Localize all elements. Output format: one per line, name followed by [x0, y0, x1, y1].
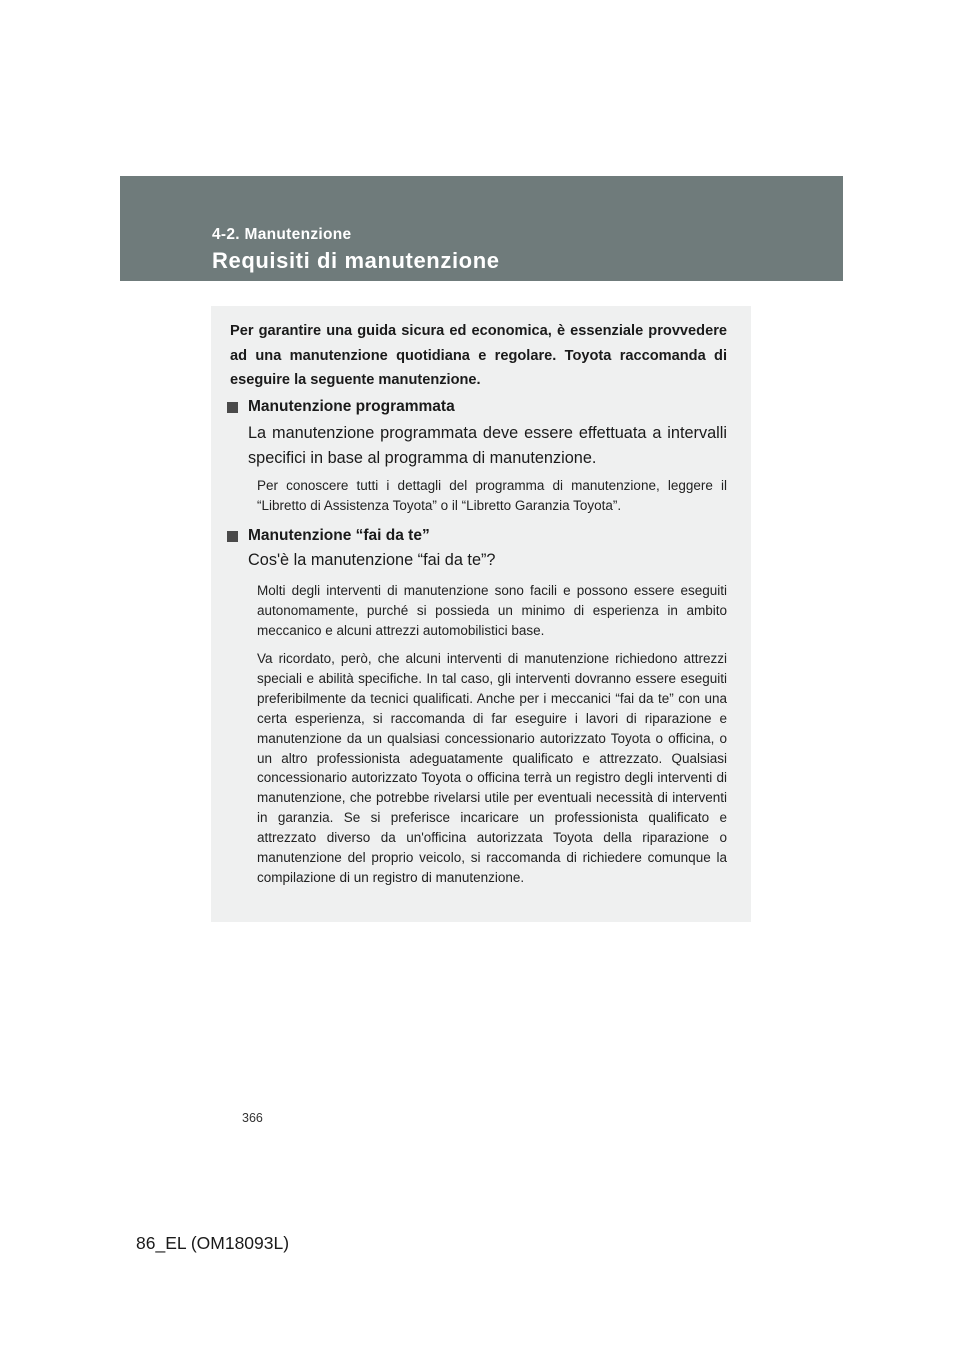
section-heading-text: Manutenzione “fai da te”	[248, 527, 430, 544]
intro-paragraph: Per garantire una guida sicura ed economica, è essenziale provvedere ad una manutenzione quotidiana e regolare. Toyota raccomanda di eseguire la seguente manutenzione.	[230, 323, 727, 388]
section-heading-fai-da-te	[227, 527, 430, 545]
section-note: Per conoscere tutti i dettagli del programma di manutenzione, leggere il “Libretto di Assistenza Toyota” o il “Libretto Garanzia Toyota”.	[257, 478, 727, 513]
section-heading-programmata	[227, 398, 455, 416]
section-heading-text: Manutenzione programmata	[248, 398, 455, 415]
section-lead: Cos'è la manutenzione “fai da te”?	[248, 551, 496, 569]
section-lead: La manutenzione programmata deve essere effettuata a intervalli specifici in base al programma di manutenzione.	[248, 424, 727, 467]
section-label: 4-2. Manutenzione	[212, 226, 352, 243]
square-bullet-icon	[227, 402, 238, 413]
content-box	[211, 306, 751, 922]
section-note: Va ricordato, però, che alcuni interventi di manutenzione richiedono attrezzi speciali e abilità specifiche. In tal caso, gli interventi dovranno essere eseguiti preferibilmente da tecnici qualificati. Anche per i meccanici “fai da te” con una certa esperienza, si raccomanda di far eseguire i lavori di riparazione e manutenzione da un qualsiasi concessionario autorizzato Toyota o officina, o un altro professionista adeguatamente qualificato e attrezzato. Qualsiasi concessionario autorizzato Toyota o officina terrà un registro degli interventi di manutenzione, che potrebbe rivelarsi utile per eventuali necessità di interventi in garanzia. Se si preferisce incaricare un professionista qualificato e attrezzato diverso da un'officina autorizzata Toyota della riparazione o manutenzione del proprio veicolo, si raccomanda di richiedere comunque la compilazione di un registro di manutenzione.	[257, 651, 727, 885]
square-bullet-icon	[227, 531, 238, 542]
header-band	[120, 176, 843, 281]
section-note: Molti degli interventi di manutenzione sono facili e possono essere eseguiti autonomamente, purché si possieda un minimo di esperienza in ambito meccanico e alcuni attrezzi automobilistici base.	[257, 583, 727, 638]
page-number: 366	[242, 1111, 263, 1125]
page-title: Requisiti di manutenzione	[212, 248, 500, 273]
document-code: 86_EL (OM18093L)	[136, 1233, 290, 1253]
